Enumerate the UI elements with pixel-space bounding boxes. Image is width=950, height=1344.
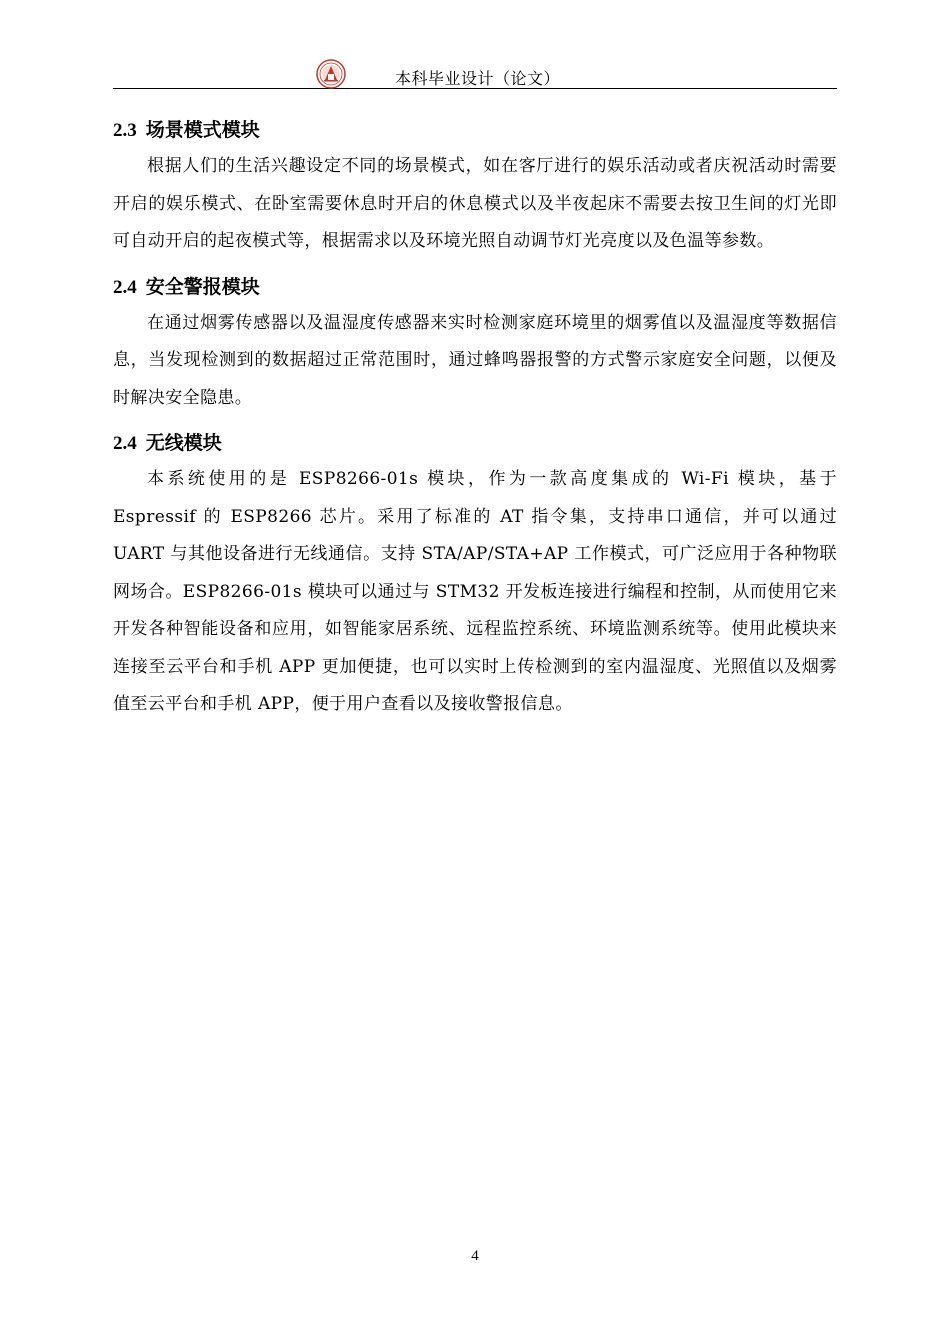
section-paragraph: 本系统使用的是 ESP8266-01s 模块，作为一款高度集成的 Wi-Fi 模块，基于 Espressif 的 ESP8266 芯片。采用了标准的 AT 指令集，支持串口通信，并可以通过 UART 与其他设备进行无线通信。支持 STA/AP/STA+AP 工作模式，可广泛应用于各种物联网场合。ESP8266-01s 模块可以通过与 STM32 开发板连接进行编程和控制，从而使用它来开发各种智能设备和应用，如智能家居系统、远程监控系统、环境监测系统等。使用此模块来连接至云平台和手机 APP 更加便捷，也可以实时上传检测到的室内温湿度、光照值以及烟雾值至云平台和手机 APP，便于用户查看以及接收警报信息。 bbox=[113, 469, 837, 714]
section-title: 场景模式模块 bbox=[145, 119, 260, 141]
header-title: 本科毕业设计（论文） bbox=[395, 69, 561, 88]
section-number: 2.4 bbox=[113, 433, 137, 454]
page-header bbox=[113, 58, 837, 89]
section-wireless bbox=[113, 429, 837, 724]
section-paragraph: 根据人们的生活兴趣设定不同的场景模式，如在客厅进行的娱乐活动或者庆祝活动时需要开启的娱乐模式、在卧室需要休息时开启的休息模式以及半夜起床不需要去按卫生间的灯光即可自动开启的起夜模式等，根据需求以及环境光照自动调节灯光亮度以及色温等参数。 bbox=[113, 156, 837, 251]
section-title: 无线模块 bbox=[145, 432, 222, 454]
section-number: 2.4 bbox=[113, 276, 137, 298]
section-security-alarm bbox=[113, 273, 837, 418]
section-heading bbox=[113, 429, 837, 458]
document-body bbox=[113, 108, 837, 724]
section-heading bbox=[113, 273, 837, 302]
page-number: 4 bbox=[471, 1248, 479, 1264]
section-number: 2.3 bbox=[113, 120, 137, 141]
university-seal-icon bbox=[316, 59, 346, 89]
section-title: 安全警报模块 bbox=[145, 275, 260, 298]
section-heading bbox=[113, 116, 837, 145]
section-scene-mode bbox=[113, 116, 837, 261]
section-paragraph: 在通过烟雾传感器以及温湿度传感器来实时检测家庭环境里的烟雾值以及温湿度等数据信息，当发现检测到的数据超过正常范围时，通过蜂鸣器报警的方式警示家庭安全问题，以便及时解决安全隐患。 bbox=[113, 312, 837, 408]
